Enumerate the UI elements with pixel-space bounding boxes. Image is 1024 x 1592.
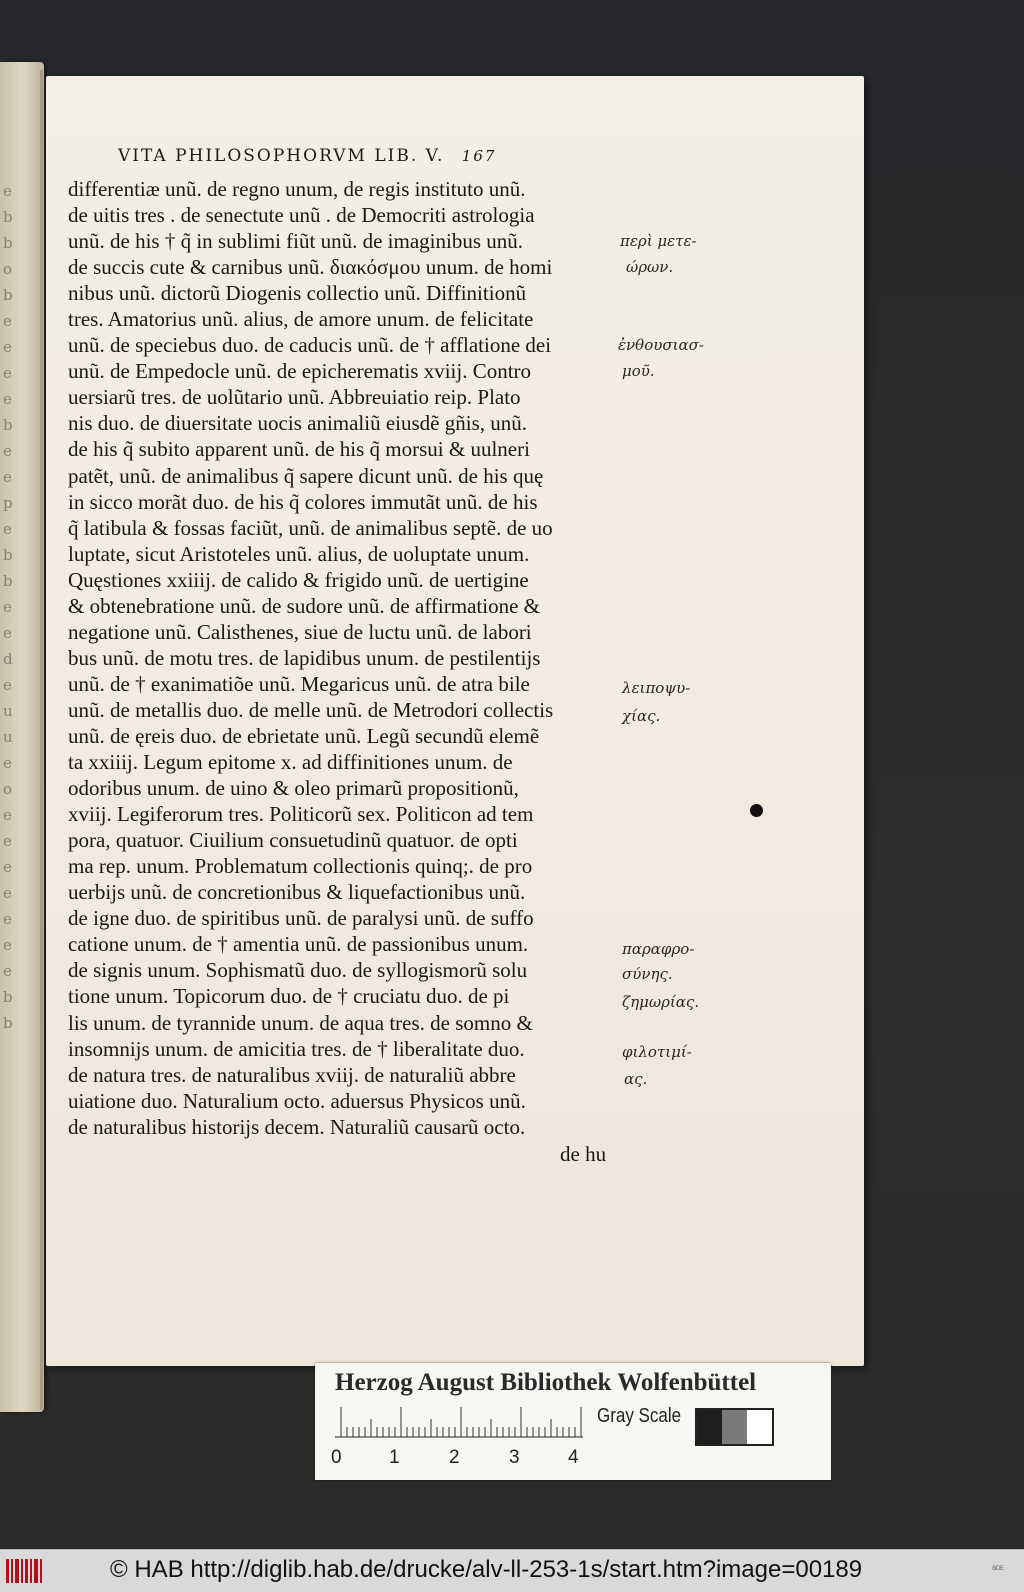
gray-swatch (747, 1410, 772, 1444)
ink-dot (750, 804, 763, 817)
footer-mark: ᴮᴰᴱ (992, 1564, 1004, 1574)
text-line: unũ. de metallis duo. de melle unũ. de Metrodori collectis (68, 697, 554, 722)
text-line: xviij. Legiferorum tres. Politicorũ sex. Politicon ad tem (68, 802, 534, 827)
text-line: de signis unum. Sophismatũ duo. de syllogismorũ solu (68, 958, 528, 983)
previous-page-letter: e (3, 962, 12, 980)
previous-page-letter: b (3, 988, 13, 1006)
text-line: de his q̃ subito apparent unũ. de his q̃ morsui & uulneri (68, 437, 530, 462)
previous-page-letter: b (3, 572, 13, 590)
text-line: & obtenebratione unũ. de sudore unũ. de affirmatione & (68, 593, 540, 618)
text-line: negatione unũ. Calisthenes, siue de luctu unũ. de labori (68, 619, 532, 644)
text-line: ta xxiiij. Legum epitome x. ad diffinitiones unum. de (68, 750, 513, 775)
margin-note: λειποψυ- (622, 679, 691, 697)
text-line: insomnijs unum. de amicitia tres. de † liberalitate duo. (68, 1036, 525, 1061)
gray-scale-swatches (695, 1408, 774, 1446)
previous-page-letter: e (3, 442, 12, 460)
text-line: bus unũ. de motu tres. de lapidibus unum. de pestilentijs (68, 645, 541, 670)
previous-page-letter: e (3, 754, 12, 772)
text-line: unũ. de Empedocle unũ. de epicherematis xviij. Contro (68, 359, 532, 384)
margin-note: χίας. (622, 707, 661, 725)
margin-note: φιλοτιμί- (622, 1043, 692, 1061)
margin-note: ζημωρίας. (622, 993, 700, 1011)
text-line: de natura tres. de naturalibus xviij. de naturaliũ abbre (68, 1062, 516, 1087)
previous-page-letter: e (3, 338, 12, 356)
main-text (68, 176, 628, 1140)
text-line: tione unum. Topicorum duo. de † cruciatu duo. de pi (68, 984, 510, 1009)
ruler-number: 0 (331, 1447, 342, 1468)
text-line: luptate, sicut Aristoteles unũ. alius, de uoluptate unum. (68, 541, 530, 566)
text-line: tres. Amatorius unũ. alius, de amore unum. de felicitate (68, 307, 534, 332)
text-line: differentiæ unũ. de regno unum, de regis instituto unũ. (68, 177, 526, 201)
footer-bar (0, 1549, 1024, 1592)
previous-page-letter: e (3, 936, 12, 954)
previous-page-letter: e (3, 832, 12, 850)
previous-page-edge (0, 62, 44, 1412)
text-line: patẽt, unũ. de animalibus q̃ sapere dicunt unũ. de his quę (68, 463, 544, 488)
scale-card (315, 1363, 831, 1480)
page-number: 167 (461, 147, 497, 165)
margin-note: παραφρο- (622, 940, 695, 958)
running-head-title: VITA PHILOSOPHORVM LIB. V. (118, 146, 445, 166)
text-line: de igne duo. de spiritibus unũ. de paralysi unũ. de suffo (68, 906, 534, 931)
previous-page-letter: b (3, 1014, 13, 1032)
text-line: de uitis tres . de senectute unũ . de Democriti astrologia (68, 203, 535, 228)
ruler (335, 1407, 595, 1443)
text-line: pora, quatuor. Ciuilium consuetudinũ quatuor. de opti (68, 828, 518, 853)
text-line: lis unum. de tyrannide unum. de aqua tres. de somno & (68, 1010, 533, 1035)
margin-note: σύνης. (622, 965, 673, 983)
previous-page-letter: e (3, 364, 12, 382)
margin-note: περὶ μετε- (620, 232, 697, 250)
previous-page-letter: u (3, 728, 13, 746)
previous-page-letter: e (3, 390, 12, 408)
margin-note: ας. (624, 1070, 648, 1088)
previous-page-letter: e (3, 676, 12, 694)
previous-page-letter: e (3, 884, 12, 902)
previous-page-letter: u (3, 702, 13, 720)
previous-page-letters (3, 182, 19, 1040)
text-line: de naturalibus historijs decem. Naturaliũ causarũ octo. (68, 1114, 526, 1139)
text-line: catione unum. de † amentia unũ. de passionibus unum. (68, 932, 529, 957)
previous-page-letter: e (3, 182, 12, 200)
text-line: odoribus unum. de uino & oleo primarũ propositionũ, (68, 776, 519, 801)
catchword: de hu (560, 1142, 607, 1166)
previous-page-letter: b (3, 208, 13, 226)
previous-page-letter: b (3, 416, 13, 434)
running-head (118, 146, 638, 168)
ruler-number: 2 (449, 1447, 460, 1468)
margin-note: ἐνθουσιασ- (618, 336, 704, 354)
text-line: unũ. de ęreis duo. de ebrietate unũ. Legũ secundũ elemẽ (68, 723, 540, 748)
margin-note: ώρων. (626, 258, 674, 276)
text-line: unũ. de speciebus duo. de caducis unũ. de † afflatione dei (68, 333, 552, 358)
text-line: Quęstiones xxiiij. de calido & frigido unũ. de uertigine (68, 567, 529, 592)
library-name: Herzog August Bibliothek Wolfenbüttel (335, 1369, 757, 1396)
text-line: uerbijs unũ. de concretionibus & liquefactionibus unũ. (68, 880, 526, 905)
previous-page-letter: e (3, 858, 12, 876)
text-line: nis duo. de diuersitate uocis animaliũ eiusdẽ gñis, unũ. (68, 411, 528, 436)
text-line: unũ. de his † q̃ in sublimi fiũt unũ. de imaginibus unũ. (68, 229, 523, 254)
previous-page-letter: b (3, 234, 13, 252)
gray-scale-label: Gray Scale (597, 1405, 682, 1427)
previous-page-letter: d (3, 650, 13, 668)
previous-page-letter: e (3, 806, 12, 824)
previous-page-letter: b (3, 286, 13, 304)
previous-page-letter: e (3, 468, 12, 486)
text-line: in sicco morãt duo. de his q̃ colores immutãt unũ. de his (68, 489, 538, 514)
margin-note: μοῦ. (622, 362, 655, 380)
previous-page-letter: p (3, 494, 13, 512)
text-line: uiatione duo. Naturalium octo. aduersus Physicos unũ. (68, 1088, 526, 1113)
ruler-number: 1 (389, 1447, 400, 1468)
text-line: de succis cute & carnibus unũ. διακόσμου unum. de homi (68, 255, 553, 280)
previous-page-letter: e (3, 624, 12, 642)
gray-swatch (697, 1410, 722, 1444)
ruler-number: 4 (568, 1447, 579, 1468)
previous-page-letter: e (3, 312, 12, 330)
barcode-icon (6, 1557, 46, 1585)
text-line: unũ. de † exanimatiõe unũ. Megaricus unũ. de atra bile (68, 671, 530, 696)
previous-page-letter: e (3, 520, 12, 538)
ruler-number: 3 (509, 1447, 520, 1468)
text-line: ma rep. unum. Problematum collectionis quinq;. de pro (68, 854, 533, 879)
text-line: uersiarũ tres. de uolũtario unũ. Abbreuiatio reip. Plato (68, 385, 521, 410)
previous-page-letter: e (3, 910, 12, 928)
gray-swatch (722, 1410, 747, 1444)
text-line: nibus unũ. dictorũ Diogenis collectio unũ. Diffinitionũ (68, 281, 527, 306)
text-line: q̃ latibula & fossas faciũt, unũ. de animalibus septẽ. de uo (68, 515, 553, 540)
book-spine (40, 70, 43, 1410)
previous-page-letter: o (3, 780, 13, 798)
previous-page-letter: b (3, 546, 13, 564)
previous-page-letter: e (3, 598, 12, 616)
previous-page-letter: o (3, 260, 13, 278)
footer-copyright: © HAB http://diglib.hab.de/drucke/alv-ll-253-1s/start.htm?image=00189 (110, 1556, 863, 1583)
